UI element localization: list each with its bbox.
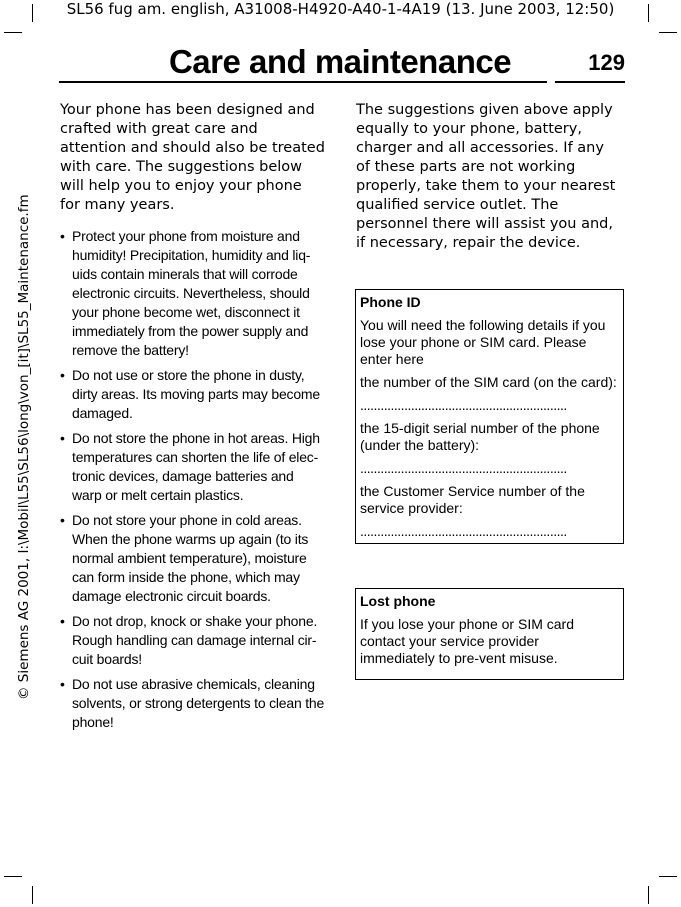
page-number: 129 bbox=[588, 50, 625, 75]
title-rule bbox=[59, 81, 547, 83]
running-header: SL56 fug am. english, A31008-H4920-A40-1-4A19 (13. June 2003, 12:50) bbox=[66, 0, 615, 18]
list-item: • Do not use or store the phone in dusty, dirty areas. Its moving parts may become damaged. bbox=[60, 366, 325, 423]
suggestions-paragraph: The suggestions given above apply equally to your phone, battery, charger and all accessories. If any of these parts are not working properly, take them to your nearest qualified service outlet. The personnel there will assist you and, if necessary, repair the device. bbox=[356, 102, 616, 251]
phone-id-box bbox=[355, 289, 624, 544]
lost-phone-text: If you lose your phone or SIM card contact your service provider immediately to pre-vent misuse. bbox=[360, 616, 574, 666]
list-item: • Do not store your phone in cold areas. When the phone warms up again (to its normal ambient temperature), moisture can form inside the phone, which may damage electronic circuit boards. bbox=[60, 511, 325, 606]
crop-mark bbox=[4, 876, 22, 877]
crop-mark bbox=[659, 876, 677, 877]
intro-paragraph: Your phone has been designed and crafted with great care and attention and should also be treated with care. The suggestions below will help you to enjoy your phone for many years. bbox=[60, 102, 325, 213]
list-item: • Do not use abrasive chemicals, cleaning solvents, or strong detergents to clean the phone! bbox=[60, 675, 325, 732]
side-file-path: © Siemens AG 2001, I:\Mobil\L55\SL56\long\von_[it]\SL55_Maintenance.fm bbox=[16, 194, 32, 700]
crop-mark bbox=[4, 32, 22, 33]
customer-service-label: the Customer Service number of the service provider: bbox=[360, 483, 585, 516]
list-item: • Do not store the phone in hot areas. High temperatures can shorten the life of elec-tronic devices, damage batteries and warp or melt certain plastics. bbox=[60, 429, 325, 505]
phone-id-title: Phone ID bbox=[360, 294, 421, 310]
crop-mark bbox=[659, 32, 677, 33]
page-number-rule bbox=[555, 81, 625, 83]
crop-mark bbox=[648, 886, 649, 904]
crop-mark bbox=[32, 886, 33, 904]
serial-number-label: the 15-digit serial number of the phone (under the battery): bbox=[360, 420, 600, 453]
page-title: Care and maintenance bbox=[168, 43, 512, 80]
sim-number-label: the number of the SIM card (on the card): bbox=[360, 374, 617, 390]
serial-number-blank: ............................................................. bbox=[360, 460, 567, 476]
right-column bbox=[356, 101, 622, 253]
list-item: • Do not drop, knock or shake your phone. Rough handling can damage internal cir-cuit boards! bbox=[60, 612, 325, 669]
phone-id-intro: You will need the following details if you lose your phone or SIM card. Please enter here bbox=[360, 317, 606, 367]
left-column bbox=[60, 101, 325, 738]
customer-service-blank: ............................................................. bbox=[360, 523, 567, 539]
sim-number-blank: ............................................................. bbox=[360, 397, 567, 413]
lost-phone-title: Lost phone bbox=[360, 593, 436, 609]
care-list bbox=[60, 227, 325, 732]
lost-phone-box bbox=[355, 588, 624, 680]
list-item: • Protect your phone from moisture and humidity! Precipitation, humidity and liq-uids contain minerals that will corrode electronic circuits. Nevertheless, should your phone become wet, disconnect it immediately from the power supply and remove the battery! bbox=[60, 227, 325, 360]
